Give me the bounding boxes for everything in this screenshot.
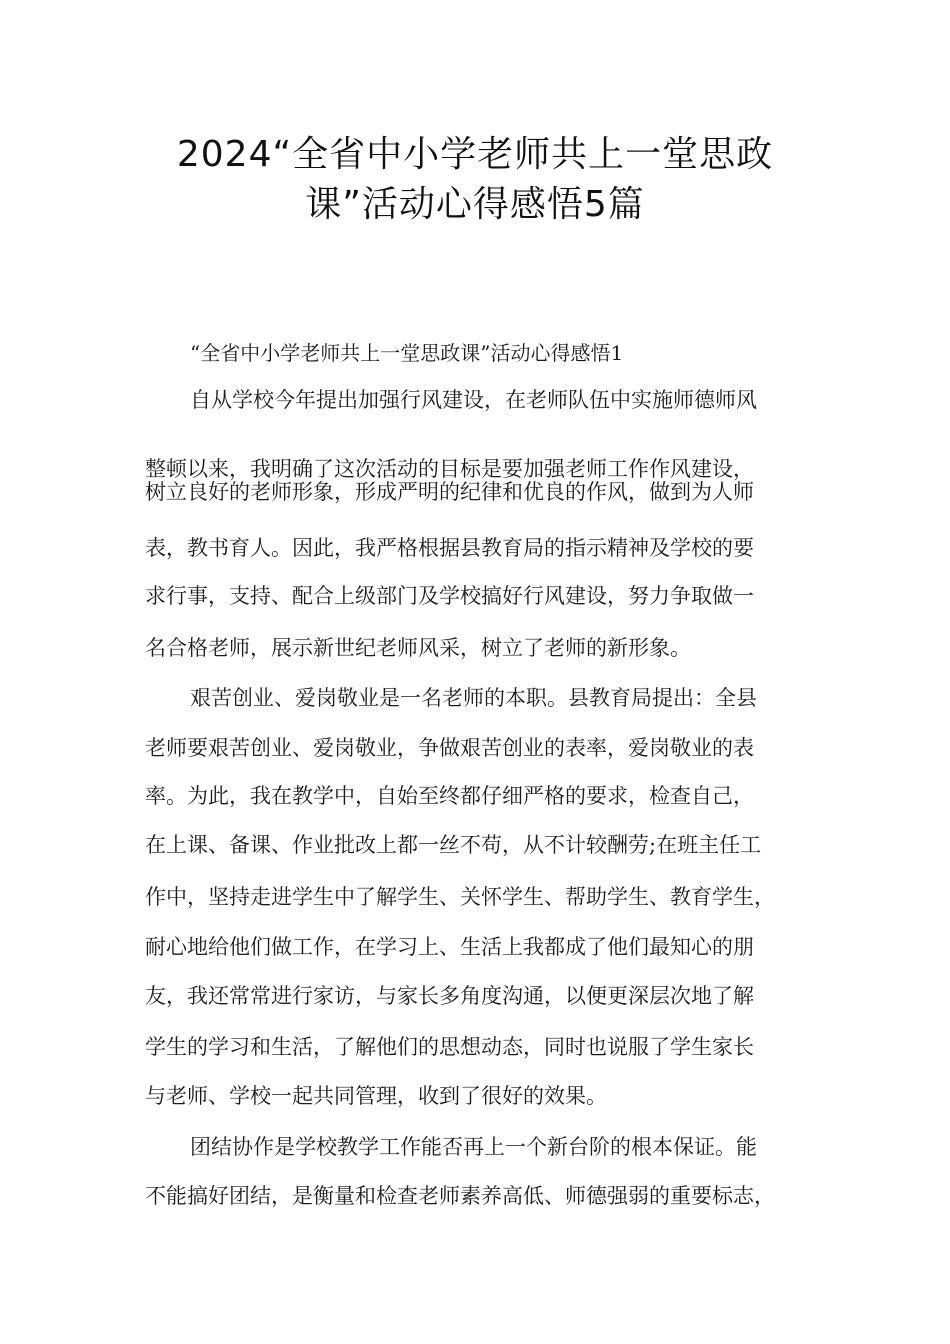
paragraph-2-line-6: 耐心地给他们做工作，在学习上、生活上我都成了他们最知心的朋 (145, 935, 754, 959)
paragraph-2-line-5: 作中，坚持走进学生中了解学生、关怀学生、帮助学生、教育学生， (145, 885, 775, 909)
paragraph-1-line-5: 求行事，支持、配合上级部门及学校搞好行风建设，努力争取做一 (145, 584, 754, 608)
document-title-line-1: 2024“全省中小学老师共上一堂思政 (176, 134, 774, 175)
paragraph-2-line-4: 在上课、备课、作业批改上都一丝不苟，从不计较酬劳;在班主任工 (145, 833, 762, 857)
section-heading: “全省中小学老师共上一堂思政课”活动心得感悟1 (190, 341, 624, 365)
paragraph-1-line-3: 树立良好的老师形象，形成严明的纪律和优良的作风，做到为人师 (145, 480, 754, 504)
paragraph-2-line-2: 老师要艰苦创业、爱岗敬业，争做艰苦创业的表率，爱岗敬业的表 (145, 736, 754, 760)
paragraph-2-line-9: 与老师、学校一起共同管理，收到了很好的效果。 (145, 1084, 607, 1108)
paragraph-1-line-2: 整顿以来，我明确了这次活动的目标是要加强老师工作作风建设， (145, 457, 754, 481)
paragraph-3-line-1: 团结协作是学校教学工作能否再上一个新台阶的根本保证。能 (190, 1135, 757, 1159)
paragraph-1-line-1: 自从学校今年提出加强行风建设，在老师队伍中实施师德师风 (190, 388, 757, 412)
paragraph-1-line-6: 名合格老师，展示新世纪老师风采，树立了老师的新形象。 (145, 636, 691, 660)
paragraph-2-line-7: 友，我还常常进行家访，与家长多角度沟通，以便更深层次地了解 (145, 984, 754, 1008)
paragraph-1-line-4: 表，教书育人。因此，我严格根据县教育局的指示精神及学校的要 (145, 536, 754, 560)
paragraph-3-line-2: 不能搞好团结，是衡量和检查老师素养高低、师德强弱的重要标志， (145, 1184, 775, 1208)
paragraph-2-line-3: 率。为此，我在教学中，自始至终都仔细严格的要求，检查自己， (145, 784, 754, 808)
paragraph-2-line-8: 学生的学习和生活，了解他们的思想动态，同时也说服了学生家长 (145, 1035, 754, 1059)
paragraph-2-line-1: 艰苦创业、爱岗敬业是一名老师的本职。县教育局提出：全县 (190, 686, 757, 710)
document-title-line-2: 课”活动心得感悟5篇 (305, 184, 645, 225)
